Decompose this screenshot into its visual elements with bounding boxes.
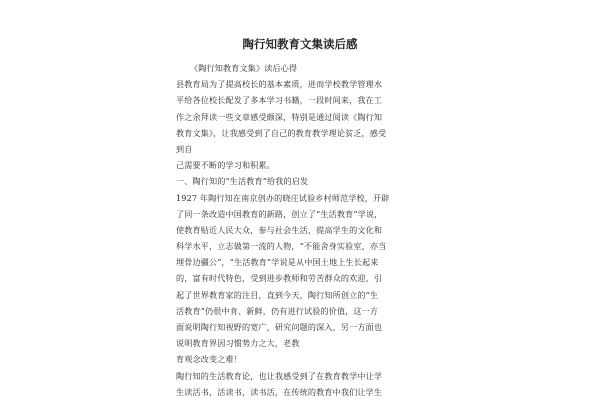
text-line: 到自 bbox=[176, 143, 193, 154]
text-line: 1927 年陶行知在南京创办的晓庄试验乡村师范学校，开辟 bbox=[176, 192, 390, 203]
text-line: 生读活书，活读书，读书活，在传统的教育中我们让学生 bbox=[176, 386, 383, 397]
text-line: 平给各位校长配发了多本学习书籍，一段时间来，我在工 bbox=[176, 95, 383, 106]
text-line: 的，富有时代特色，受到进步教师和劳苦群众的欢迎，引 bbox=[176, 273, 383, 284]
document-title: 陶行知教育文集读后感 bbox=[242, 37, 358, 51]
text-line: 了同一条改造中国教育的新路，创立了“生活教育”学说， bbox=[176, 208, 383, 219]
text-line: 陶行知的生活教育论，也让我感受到了在教育教学中让学 bbox=[176, 370, 383, 381]
document-page bbox=[150, 0, 450, 400]
text-line: 作之余拜读一些文章感受颇深，特别是通过阅读《陶行知 bbox=[176, 111, 383, 122]
text-line: 教育文集》，让我感受到了自己的教育教学理论贫乏，感受 bbox=[176, 127, 387, 138]
text-line: 县教育局为了提高校长的基本素质，进而学校教学管理水 bbox=[176, 79, 383, 90]
text-line: 起了世界教育家的注目，直到今天，陶行知所创立的“生 bbox=[176, 289, 379, 300]
text-line: 埋骨边疆公”，“生活教育”学说是从中国土地上生长起来 bbox=[176, 257, 379, 268]
text-line: 使教育贴近人民大众，参与社会生活，提高学生的文化和 bbox=[176, 224, 383, 235]
text-line: 科学水平，立志做第一流的人物，“不能舍身实验室，亦当 bbox=[176, 241, 387, 252]
text-line: 己需要不断的学习和积累。 bbox=[176, 160, 275, 171]
text-line: 《陶行知教育文集》读后心得 bbox=[190, 63, 298, 73]
text-line: 说明教育界因习惯势力之大，老教 bbox=[176, 338, 300, 349]
document-body bbox=[176, 60, 426, 400]
text-line: 面说明陶行知视野的宽广，研究问题的深入，另一方面也 bbox=[176, 322, 383, 332]
section-heading: 一、陶行知的“生活教育”给我的启发 bbox=[176, 176, 309, 187]
text-line: 活教育”仍很中肯、新鲜，仍有进行试验的价值，这一方 bbox=[176, 305, 379, 316]
text-line: 育观念改变之难！ bbox=[176, 354, 242, 365]
